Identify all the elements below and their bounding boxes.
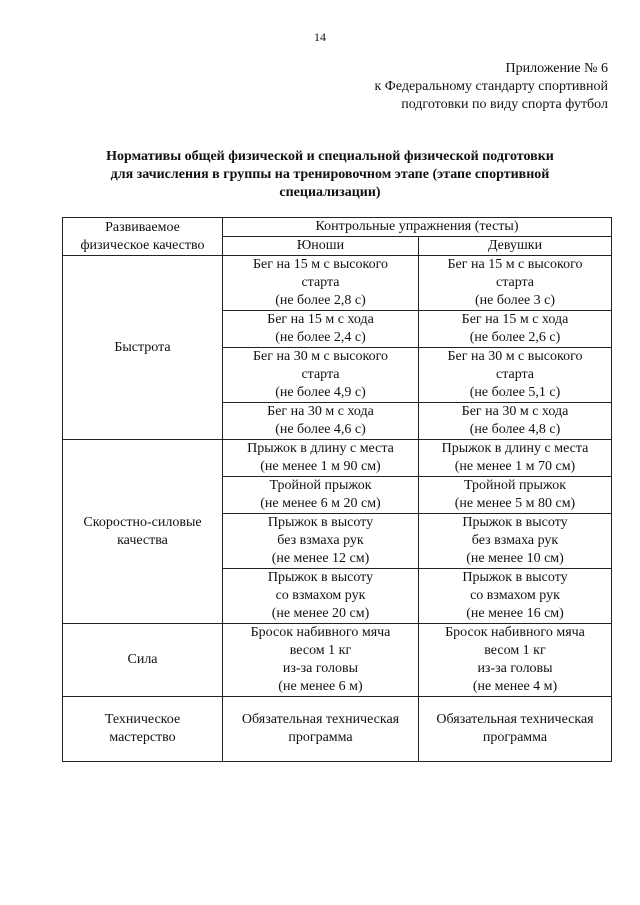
norm-line: Бег на 30 м с высокого <box>253 349 388 364</box>
norms-table <box>62 217 612 762</box>
title-line: для зачисления в группы на тренировочном этапе (этапе спортивной <box>110 167 550 182</box>
norm-line: Бег на 30 м с высокого <box>447 349 583 364</box>
norm-line: со взмахом рук <box>470 588 560 603</box>
norm-line: Прыжок в длину с места <box>441 441 589 456</box>
quality-cell <box>63 256 223 440</box>
quality-cell <box>63 697 223 762</box>
girls-norm-cell <box>419 256 612 311</box>
title-line: специализации) <box>279 185 381 200</box>
norm-line: (не менее 6 м) <box>278 679 363 694</box>
norm-line: Бросок набивного мяча <box>250 625 391 640</box>
norm-line: Прыжок в высоту <box>462 570 568 585</box>
table-header-row <box>63 218 612 237</box>
header-quality-line: физическое качество <box>80 237 205 253</box>
document-title <box>70 148 590 202</box>
boys-norm-cell <box>223 403 419 440</box>
norm-line: Прыжок в длину с места <box>247 441 394 456</box>
norm-line: Прыжок в высоту <box>267 515 374 530</box>
header-quality-line: Развиваемое <box>105 219 180 235</box>
boys-norm-cell <box>223 514 419 569</box>
norm-line: (не менее 12 см) <box>271 551 370 566</box>
norm-line: (не менее 6 м 20 см) <box>260 496 381 511</box>
norm-line: (не более 4,6 с) <box>275 422 366 437</box>
norm-line: Тройной прыжок <box>269 478 372 493</box>
table-row <box>63 697 612 762</box>
norm-line: Обязательная техническая <box>436 712 594 727</box>
quality-line: Техническое <box>104 712 181 727</box>
table-row <box>63 624 612 697</box>
norm-line: Бег на 15 м с хода <box>267 312 374 327</box>
norm-line: (не менее 10 см) <box>466 551 564 566</box>
girls-norm-cell <box>419 348 612 403</box>
quality-line: Быстрота <box>114 339 171 355</box>
norm-line: старта <box>301 367 340 382</box>
norm-line: без взмаха рук <box>277 533 364 548</box>
norm-line: из-за головы <box>477 661 553 676</box>
norm-line: Прыжок в высоту <box>462 515 568 530</box>
header-girls: Девушки <box>419 237 612 256</box>
norm-line: (не более 5,1 с) <box>469 385 561 400</box>
table-row <box>63 440 612 477</box>
norm-line: Тройной прыжок <box>463 478 567 493</box>
norm-line: программа <box>482 730 548 745</box>
page-number: 14 <box>314 30 326 44</box>
norm-line: Бег на 30 м с хода <box>267 404 374 419</box>
norm-line: (не менее 1 м 70 см) <box>454 459 576 474</box>
norm-line: (не менее 5 м 80 см) <box>454 496 576 511</box>
norm-line: Прыжок в высоту <box>267 570 374 585</box>
norm-line: Бег на 30 м с хода <box>461 404 569 419</box>
norm-line: Бег на 15 м с высокого <box>447 257 583 272</box>
boys-norm-cell <box>223 256 419 311</box>
girls-norm-cell <box>419 514 612 569</box>
quality-cell <box>63 440 223 624</box>
boys-norm-cell <box>223 569 419 624</box>
girls-norm-cell <box>419 624 612 697</box>
norm-line: Бросок набивного мяча <box>445 625 585 640</box>
boys-norm-cell <box>223 311 419 348</box>
appendix-header <box>374 60 608 114</box>
norm-line: старта <box>301 275 340 290</box>
girls-norm-cell <box>419 311 612 348</box>
norm-line: (не более 4,9 с) <box>275 385 366 400</box>
norm-line: (не менее 1 м 90 см) <box>260 459 381 474</box>
girls-norm-cell <box>419 569 612 624</box>
norm-line: Бег на 15 м с высокого <box>253 257 388 272</box>
norm-line: весом 1 кг <box>289 643 352 658</box>
norm-line: (не более 4,8 с) <box>469 422 561 437</box>
appendix-line: Приложение № 6 <box>505 61 608 76</box>
girls-norm-cell <box>419 440 612 477</box>
norm-line: старта <box>495 275 535 290</box>
boys-norm-cell <box>223 477 419 514</box>
norm-line: весом 1 кг <box>484 643 546 658</box>
norm-line: со взмахом рук <box>275 588 366 603</box>
boys-norm-cell <box>223 348 419 403</box>
norm-line: (не более 2,8 с) <box>275 293 366 308</box>
quality-line: Сила <box>127 652 158 667</box>
quality-line: Скоростно-силовые <box>83 514 202 530</box>
boys-norm-cell <box>223 440 419 477</box>
norm-line: Обязательная техническая <box>241 712 400 727</box>
norms-table-body <box>63 218 612 762</box>
girls-norm-cell <box>419 403 612 440</box>
norm-line: (не более 2,6 с) <box>469 330 561 345</box>
appendix-line: подготовки по виду спорта футбол <box>401 97 608 112</box>
norm-line: без взмаха рук <box>471 533 559 548</box>
header-quality <box>63 218 223 256</box>
quality-line: качества <box>117 532 168 548</box>
norm-line: (не более 2,4 с) <box>275 330 366 345</box>
boys-norm-cell <box>223 624 419 697</box>
girls-norm-cell <box>419 697 612 762</box>
norm-line: (не менее 20 см) <box>271 606 370 621</box>
norm-line: из-за головы <box>282 661 359 676</box>
appendix-line: к Федеральному стандарту спортивной <box>374 79 608 94</box>
quality-cell <box>63 624 223 697</box>
title-line: Нормативы общей физической и специальной физической подготовки <box>106 149 554 164</box>
norm-line: Бег на 15 м с хода <box>461 312 569 327</box>
boys-norm-cell <box>223 697 419 762</box>
table-row <box>63 256 612 311</box>
header-tests: Контрольные упражнения (тесты) <box>223 218 612 237</box>
norm-line: (не менее 4 м) <box>472 679 558 694</box>
quality-line: мастерство <box>109 730 176 745</box>
girls-norm-cell <box>419 477 612 514</box>
norm-line: (не менее 16 см) <box>466 606 564 621</box>
norm-line: (не более 3 с) <box>474 293 556 308</box>
norm-line: старта <box>495 367 535 382</box>
norm-line: программа <box>288 730 353 745</box>
header-boys: Юноши <box>223 237 419 256</box>
